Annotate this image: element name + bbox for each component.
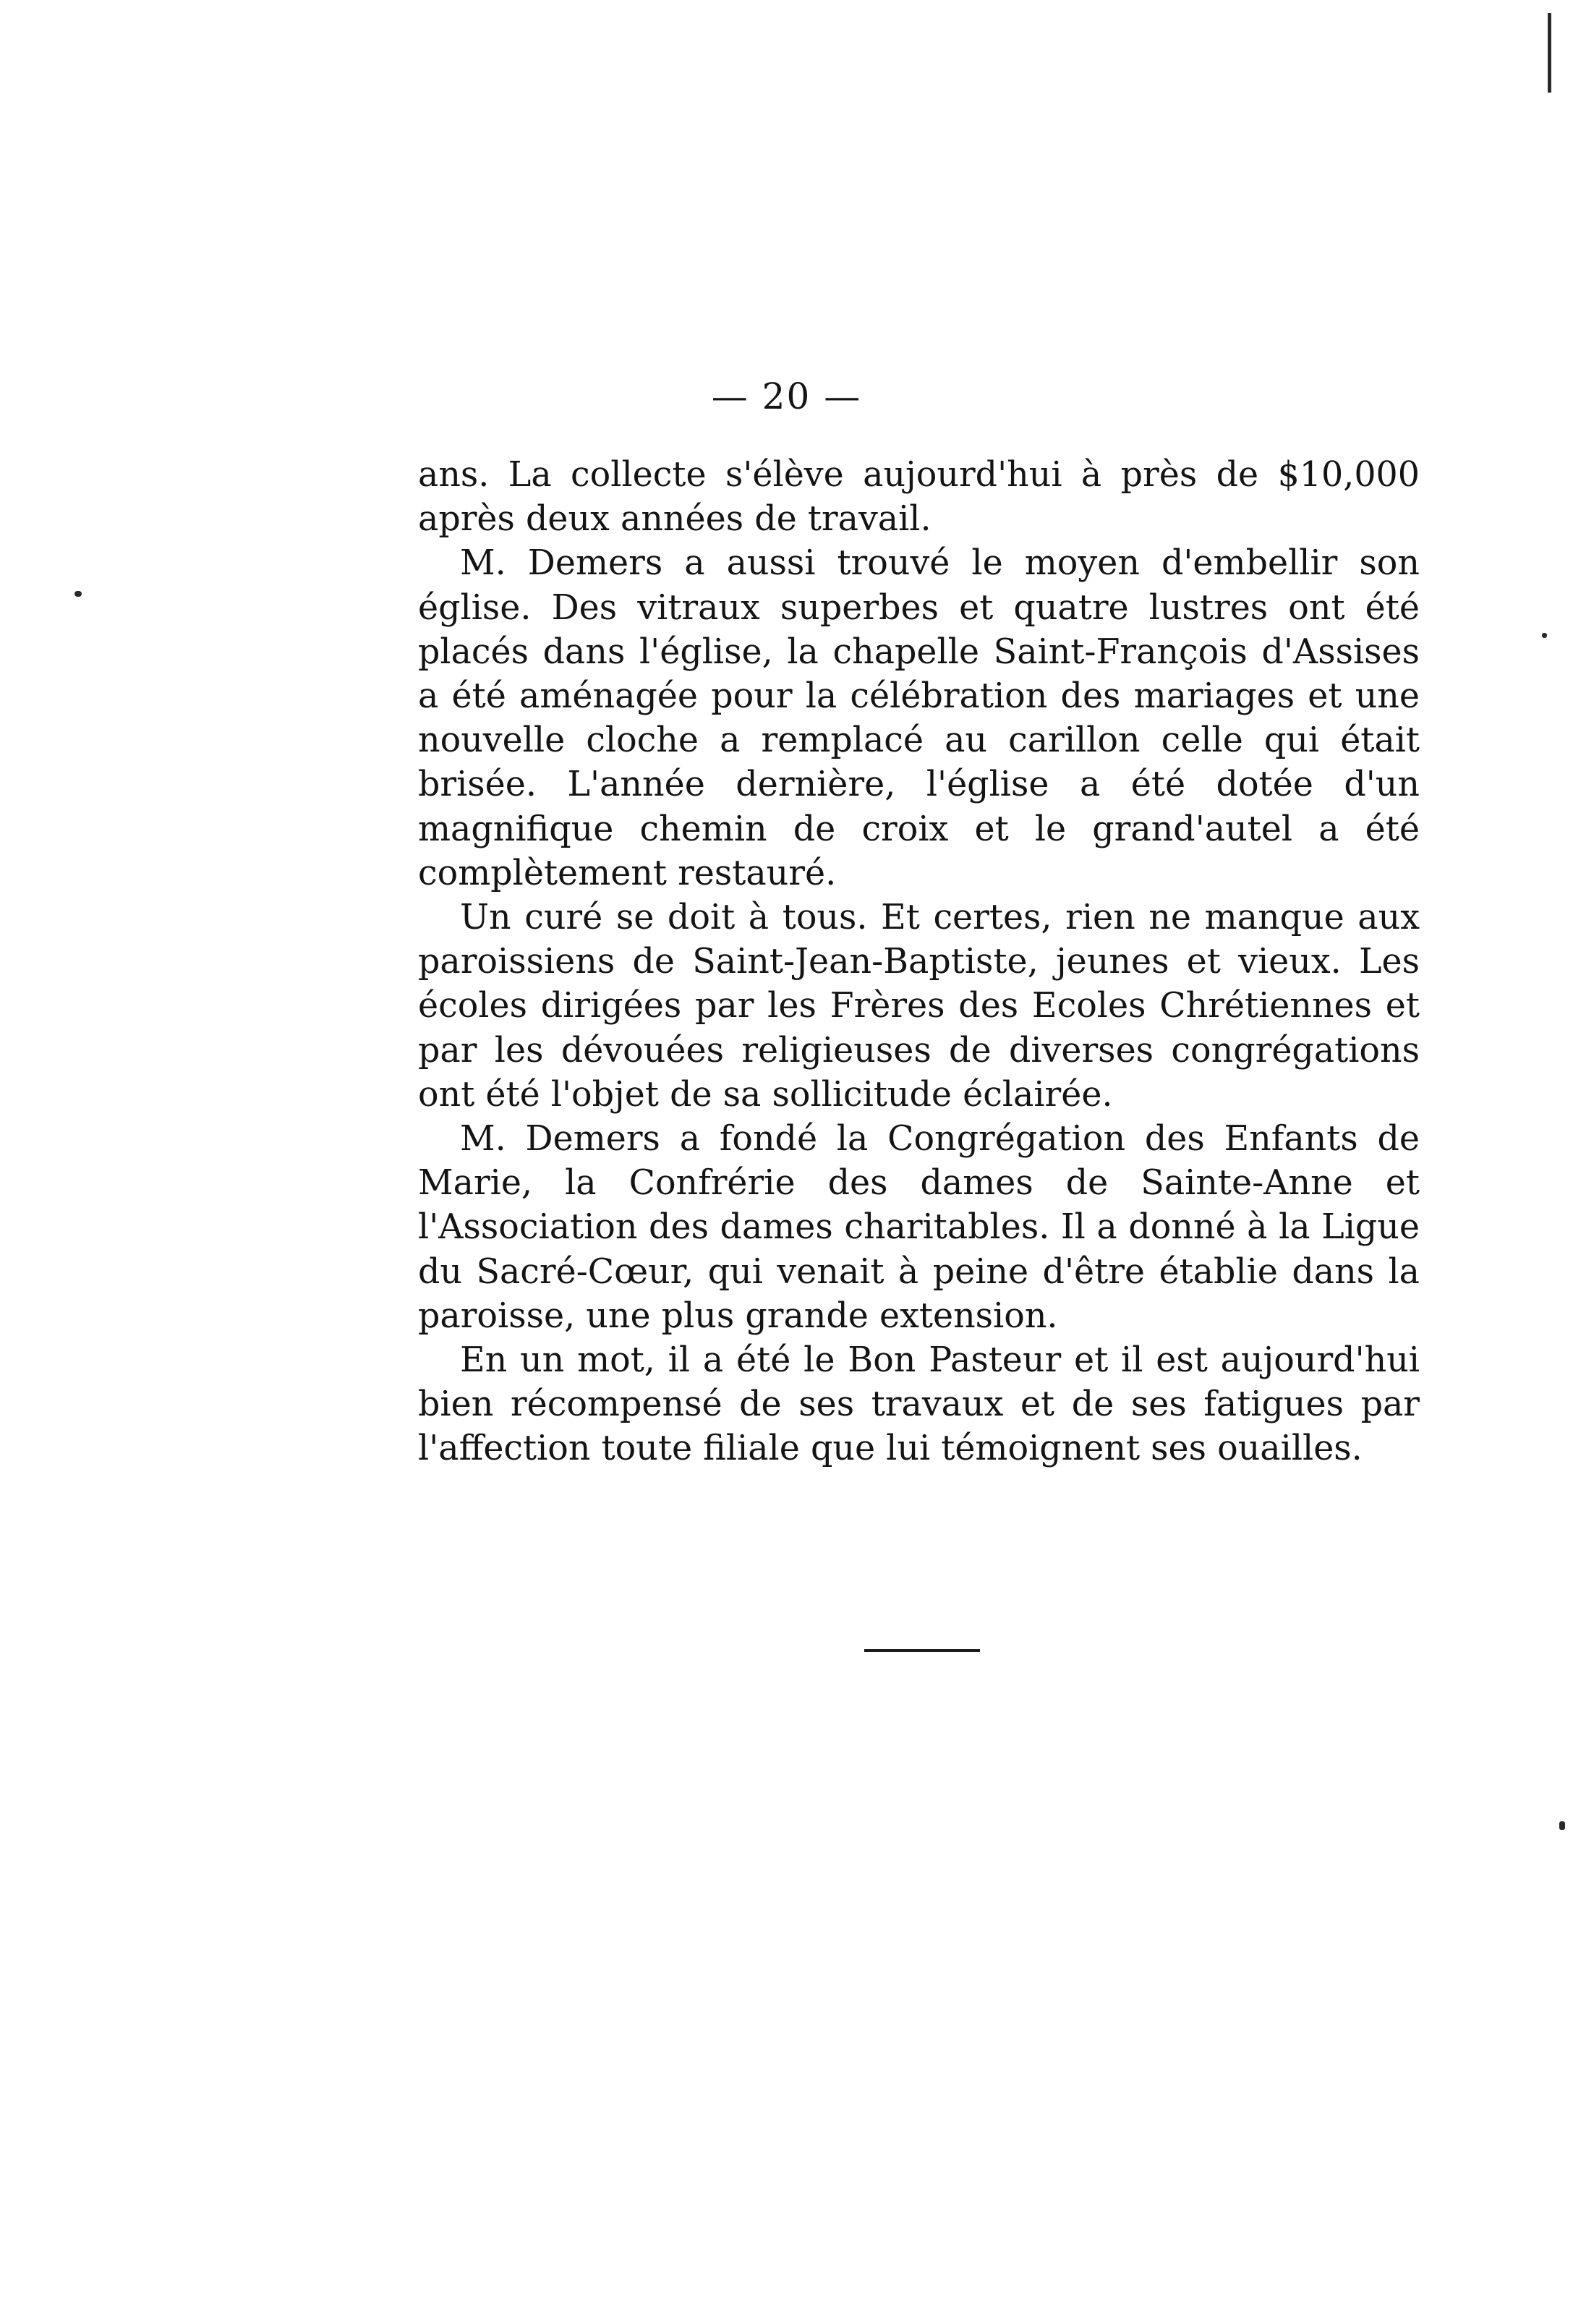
scan-mark-bottom-right <box>1559 1821 1565 1830</box>
scan-mark-right <box>1542 633 1547 638</box>
paragraph-bon-pasteur: En un mot, il a été le Bon Pasteur et il est aujourd'hui bien récompensé de ses travaux et de ses fatigues par l'affection toute filiale que lui témoignent ses ouailles. <box>418 1340 1420 1469</box>
paragraph-fondations: M. Demers a fondé la Congrégation des Enfants de Marie, la Confrérie des dames de Sainte-Anne et l'Association des dames charitables. Il a donné à la Ligue du Sacré-Cœur, qui venait à peine d'être établie dans la paroisse, une plus grande extension. <box>418 1119 1420 1336</box>
paragraph-cure: Un curé se doit à tous. Et certes, rien ne manque aux paroissiens de Saint-Jean-Baptiste, jeunes et vieux. Les écoles dirigées par les Frères des Ecoles Chrétiennes et par les dévouées religieuses de diverses congrégations ont été l'objet de sa sollicitude éclairée. <box>418 898 1420 1115</box>
scan-mark-left <box>74 591 82 597</box>
body-text <box>418 453 1420 1471</box>
end-rule <box>864 1649 980 1652</box>
paragraph-collecte: ans. La collecte s'élève aujourd'hui à près de $10,000 après deux années de travail. <box>418 455 1420 540</box>
scan-mark-top-right <box>1548 13 1551 93</box>
paragraph-eglise: M. Demers a aussi trouvé le moyen d'embellir son église. Des vitraux superbes et quatre lustres ont été placés dans l'église, la chapelle Saint-François d'Assises a été aménagée pour la célébration des mariages et une nouvelle cloche a remplacé au carillon celle qui était brisée. L'année dernière, l'église a été dotée d'un magnifique chemin de croix et le grand'autel a été complètement restauré. <box>418 543 1420 893</box>
page-number: — 20 — <box>711 375 862 417</box>
